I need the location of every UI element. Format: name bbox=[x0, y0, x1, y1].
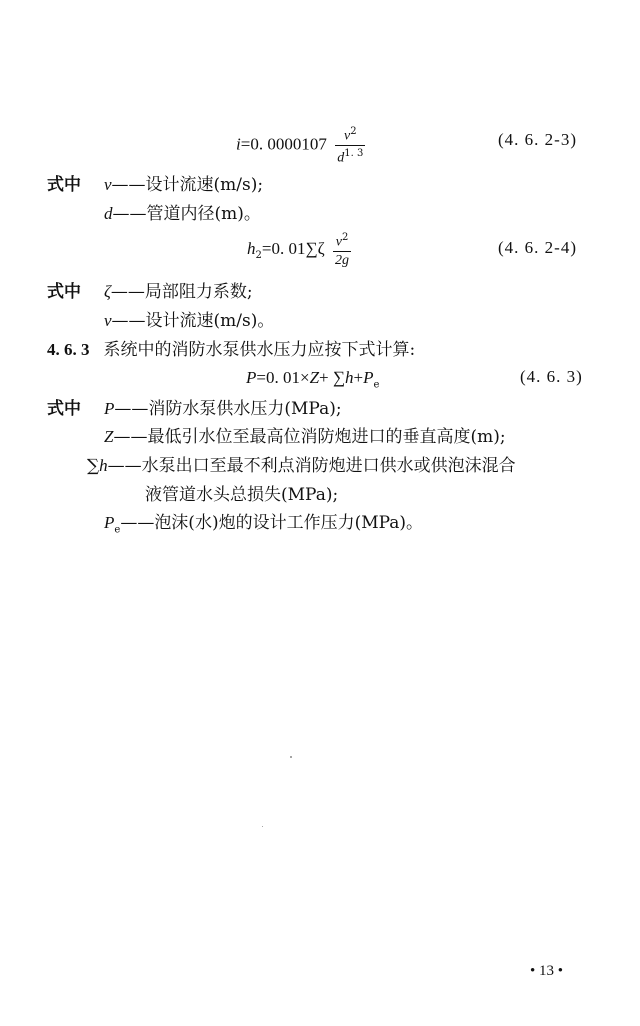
where1-item-v bbox=[104, 174, 263, 196]
scan-speck bbox=[290, 756, 292, 758]
where3-item-pe bbox=[104, 512, 423, 541]
where3-sym-z: Z bbox=[104, 427, 114, 446]
equation-4-6-2-4 bbox=[247, 230, 354, 273]
eq3-number: (4. 6. 3) bbox=[520, 367, 583, 386]
eq3-plus: + bbox=[353, 368, 364, 387]
eq1-number: (4. 6. 2-3) bbox=[498, 130, 577, 149]
eq3-p: P bbox=[246, 368, 257, 387]
eq1-lhs: i bbox=[236, 134, 241, 154]
where3-sym-sum: ∑ bbox=[87, 456, 100, 476]
scan-speck bbox=[262, 826, 263, 827]
eq1-fraction bbox=[335, 124, 365, 166]
eq2-fraction bbox=[333, 230, 351, 269]
eq3-pe: P bbox=[363, 368, 374, 387]
eq2-numerator-exp: 2 bbox=[341, 232, 349, 243]
where1-sym-d: d bbox=[104, 204, 113, 223]
where3-label: 式中 bbox=[47, 399, 81, 419]
where1-desc-d: ——管道内径(m)。 bbox=[112, 204, 261, 224]
eq1-numerator-exp: 2 bbox=[350, 126, 357, 137]
eq3-pe-sub: e bbox=[373, 379, 380, 391]
where3-item-z bbox=[104, 426, 506, 448]
where2-desc-zeta: ——局部阻力系数; bbox=[110, 282, 253, 302]
eq3-plus-sum: + ∑ bbox=[319, 368, 346, 387]
where3-sym-pe: P bbox=[104, 513, 115, 532]
where3-sym-p: P bbox=[104, 399, 115, 418]
eq1-numerator: v bbox=[343, 128, 351, 144]
where1-item-d bbox=[104, 203, 261, 225]
where2-label: 式中 bbox=[47, 282, 81, 302]
eq2-number: (4. 6. 2-4) bbox=[498, 238, 577, 257]
clause-4-6-3 bbox=[47, 339, 415, 361]
where3-desc-sumh: ——水泵出口至最不利点消防炮进口供水或供泡沫混合 bbox=[107, 456, 516, 476]
where2-sym-v: v bbox=[104, 311, 112, 330]
eq3-h: h bbox=[345, 368, 354, 387]
where1-sym-v: v bbox=[104, 175, 112, 194]
eq1-constant: =0. 0000107 bbox=[240, 134, 327, 154]
where3-sym-h: h bbox=[99, 456, 108, 475]
eq2-numerator: v bbox=[335, 234, 342, 250]
eq1-denominator-exp: 1. 3 bbox=[344, 147, 364, 159]
eq2-constant: =0. 01∑ζ bbox=[261, 238, 325, 258]
eq2-lhs-sub: 2 bbox=[255, 250, 262, 262]
where1-label: 式中 bbox=[47, 175, 81, 195]
eq3-mid: =0. 01× bbox=[256, 368, 310, 387]
where3-item-p bbox=[104, 398, 342, 420]
where3-desc-pe: ——泡沫(水)炮的设计工作压力(MPa)。 bbox=[120, 513, 424, 533]
where3-desc-z: ——最低引水位至最高位消防炮进口的垂直高度(m); bbox=[113, 427, 506, 447]
where3-desc-p: ——消防水泵供水压力(MPa); bbox=[114, 399, 342, 419]
clause-text: 系统中的消防水泵供水压力应按下式计算: bbox=[103, 340, 416, 360]
where3-sym-pe-sub: e bbox=[114, 524, 121, 536]
eq2-lhs: h bbox=[247, 238, 256, 258]
equation-4-6-2-3 bbox=[236, 124, 368, 166]
where3-item-sumh bbox=[87, 455, 516, 477]
where1-desc-v: ——设计流速(m/s); bbox=[111, 175, 264, 195]
eq2-denominator: 2g bbox=[335, 252, 350, 268]
clause-number: 4. 6. 3 bbox=[47, 340, 90, 359]
where3-item-sumh-cont: 液管道水头总损失(MPa); bbox=[145, 485, 339, 505]
page-number: • 13 • bbox=[530, 963, 564, 979]
where2-item-zeta bbox=[104, 281, 253, 303]
equation-4-6-3 bbox=[246, 367, 379, 396]
eq3-z: Z bbox=[309, 368, 320, 387]
where2-desc-v: ——设计流速(m/s)。 bbox=[111, 311, 275, 331]
where2-sym-zeta: ζ bbox=[104, 282, 111, 301]
eq1-denominator: d bbox=[337, 150, 345, 166]
where2-item-v bbox=[104, 310, 274, 332]
